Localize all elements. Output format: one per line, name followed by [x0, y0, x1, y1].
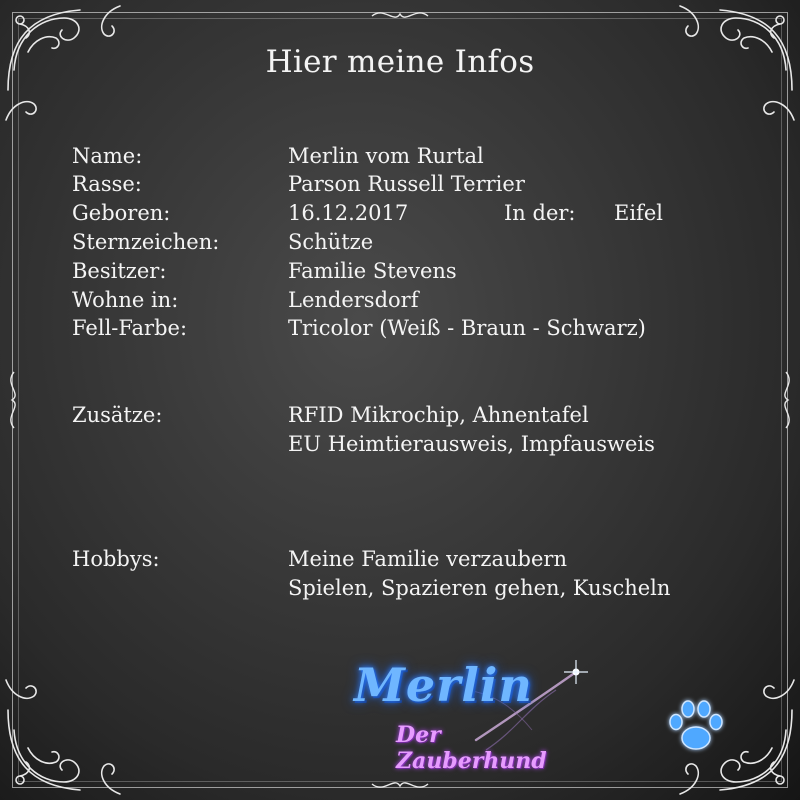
info-extra-label: In der: [504, 201, 576, 225]
flourish-edge-icon [2, 370, 24, 430]
logo-name: Merlin [354, 658, 533, 712]
extras-line: EU Heimtierausweis, Impfausweis [288, 432, 655, 456]
page-title: Hier meine Infos [265, 44, 535, 80]
logo-subtitle: Der Zauberhund [396, 722, 547, 774]
info-value: Familie Stevens [288, 259, 457, 283]
flourish-edge-icon [776, 370, 798, 430]
info-label: Rasse: [72, 172, 142, 196]
hobbies-line: Meine Familie verzaubern [288, 547, 567, 571]
extras-line: RFID Mikrochip, Ahnentafel [288, 403, 589, 427]
hobbies-label: Hobbys: [72, 547, 160, 571]
info-value: Schütze [288, 230, 374, 254]
info-label: Sternzeichen: [72, 230, 220, 254]
info-label: Besitzer: [72, 259, 167, 283]
paw-icon [664, 694, 728, 758]
flourish-corner-icon [0, 660, 140, 800]
info-value: Parson Russell Terrier [288, 172, 525, 196]
merlin-logo [346, 650, 596, 775]
extras-label: Zusätze: [72, 403, 163, 427]
info-value: Merlin vom Rurtal [288, 144, 484, 168]
info-label: Name: [72, 144, 143, 168]
info-value: 16.12.2017 [288, 201, 409, 225]
info-extra-value: Eifel [614, 201, 663, 225]
info-value: Tricolor (Weiß - Braun - Schwarz) [288, 316, 646, 340]
info-label: Fell-Farbe: [72, 316, 188, 340]
hobbies-line: Spielen, Spazieren gehen, Kuscheln [288, 576, 671, 600]
info-value: Lendersdorf [288, 288, 419, 312]
info-label: Geboren: [72, 201, 171, 225]
flourish-edge-icon [370, 4, 430, 26]
info-label: Wohne in: [72, 288, 179, 312]
flourish-edge-icon [370, 774, 430, 796]
